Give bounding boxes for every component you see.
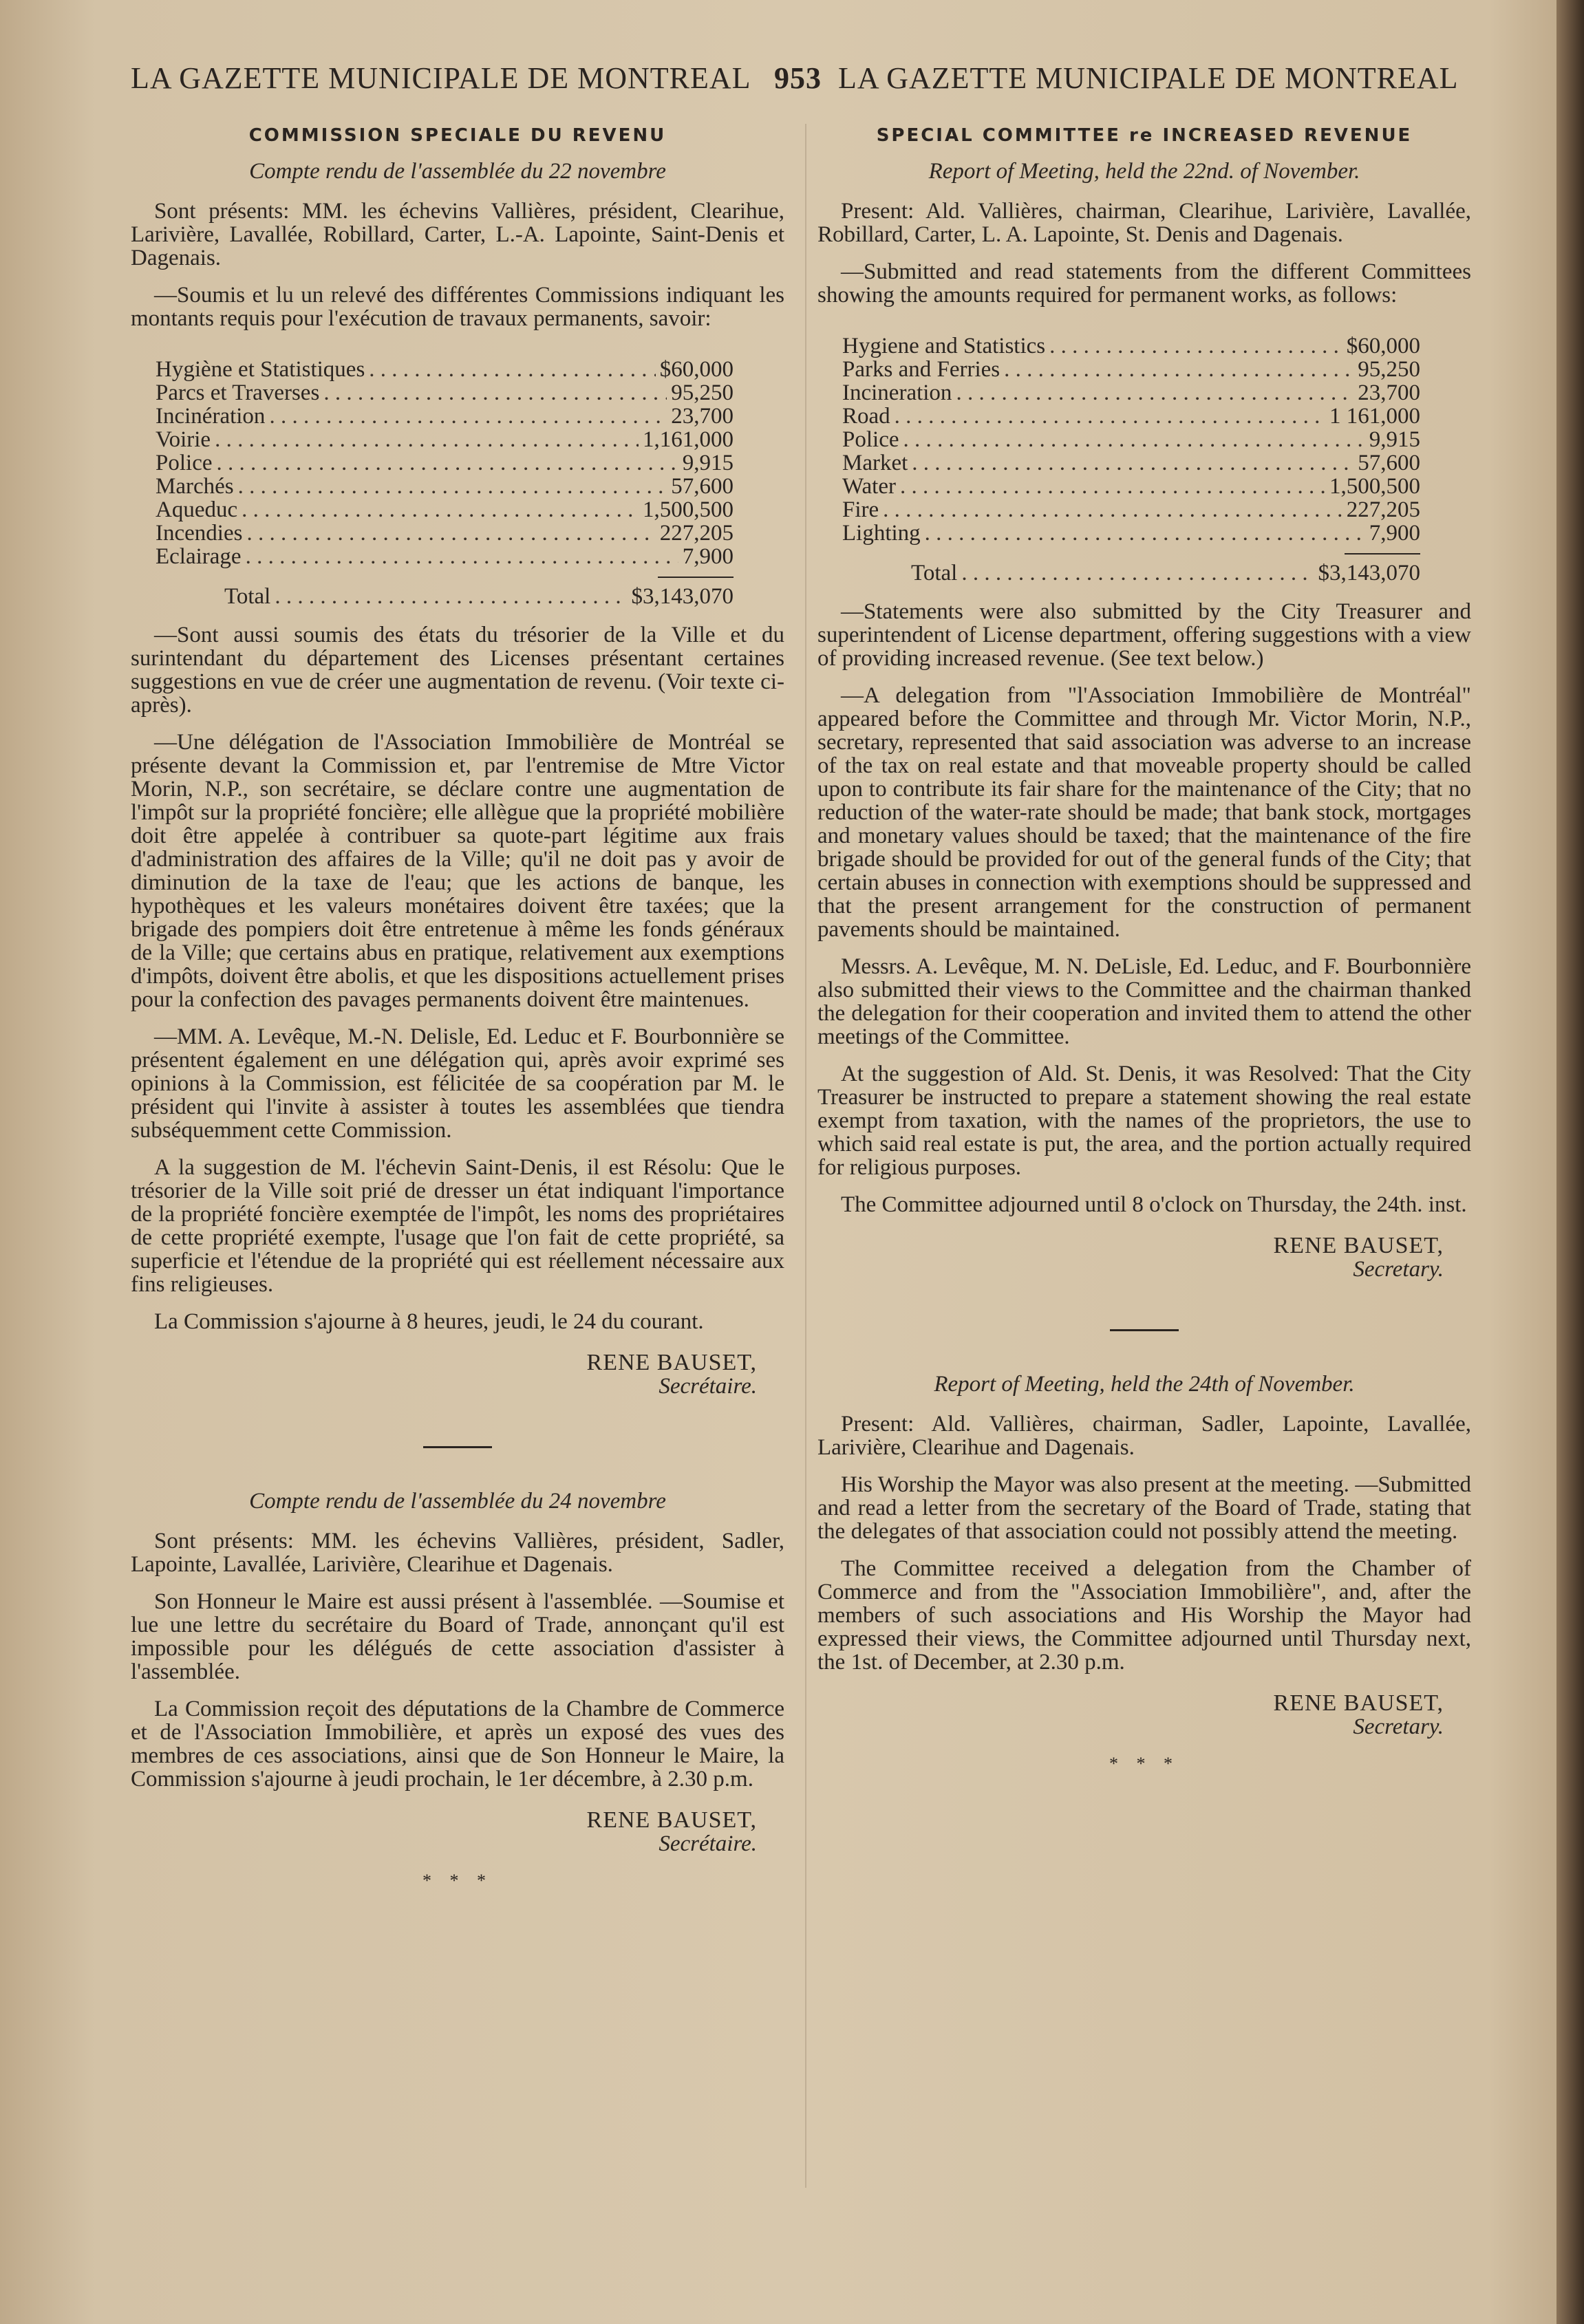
paragraph: La Commission reçoit des députations de la Chambre de Commerce et de l'Association Immobilière, et après un exposé des vues des membres de ces associations, ainsi que de Son Honneur le Maire, la Commission s'ajourne à jeudi prochain, le 1er décembre, à 2.30 p.m.	[131, 1697, 784, 1792]
paragraph: —Sont aussi soumis des états du trésorier de la Ville et du surintendant du département des Licenses présentant certaines suggestions en vue de créer une augmentation de revenu. (Voir texte ci-après).	[131, 623, 784, 718]
signature-name: RENE BAUSET,	[586, 1350, 757, 1375]
column-english	[817, 124, 1471, 1776]
table-row: Fire . . . 227,205	[842, 498, 1420, 521]
section-title-fr: COMMISSION SPECIALE DU REVENU	[248, 125, 667, 146]
column-gutter	[805, 124, 806, 2188]
signature-block	[131, 1809, 757, 1855]
signature-name: RENE BAUSET,	[586, 1807, 757, 1833]
meeting-heading-en-22: Report of Meeting, held the 22nd. of November.	[928, 159, 1360, 184]
table-row: Marchés . . . 57,600	[156, 475, 734, 498]
table-row: Water . . . 1,500,500	[842, 475, 1420, 498]
paragraph: His Worship the Mayor was also present at the meeting. —Submitted and read a letter from the secretary of the Board of Trade, stating that the delegates of that association could not possibly attend the meeting.	[817, 1472, 1471, 1544]
paragraph: A la suggestion de M. l'échevin Saint-Denis, il est Résolu: Que le trésorier de la Ville soit prié de dresser un état indiquant l'importance de la propriété foncière exemptée de l'impôt, les noms des propriétaires de cette propriété exempte, l'usage que l'on fait de cette propriété, sa superficie et l'étendue de la propriété qui est réellement nécessaire aux fins religieuses.	[131, 1155, 784, 1297]
table-row: Parks and Ferries . . . 95,250	[842, 358, 1420, 381]
signature-role: Secrétaire.	[659, 1831, 757, 1856]
table-total-row: Total . . . $3,143,070	[911, 561, 1420, 585]
section-divider	[423, 1446, 492, 1448]
present-paragraph-fr: Sont présents: MM. les échevins Vallières, président, Clearihue, Larivière, Lavallée, Robillard, Carter, L.-A. Lapointe, Saint-Denis et Dagenais.	[131, 199, 784, 270]
signature-block	[817, 1692, 1444, 1739]
table-row: Hygiène et Statistiques . . . $60,000	[156, 358, 734, 381]
table-row: Lighting . . . 7,900	[842, 521, 1420, 545]
table-total-row: Total . . . $3,143,070	[224, 585, 734, 608]
table-row: Aqueduc . . . 1,500,500	[156, 498, 734, 521]
section-divider	[1110, 1329, 1179, 1331]
signature-role: Secretary.	[1353, 1714, 1444, 1739]
paragraph: —MM. A. Levêque, M.-N. Delisle, Ed. Leduc et F. Bourbonnière se présentent également en une délégation qui, après avoir exprimé ses opinions à la Commission, est félicitée de sa coopération par M. le président qui l'invite à assister à toutes les assemblées que tiendra subséquemment cette Commission.	[131, 1024, 784, 1143]
table-row: Hygiene and Statistics . . . $60,000	[842, 334, 1420, 358]
total-rule	[658, 577, 734, 578]
running-head-right: LA GAZETTE MUNICIPALE DE MONTREAL	[838, 61, 1459, 95]
end-mark: * * *	[1109, 1754, 1179, 1774]
signature-name: RENE BAUSET,	[1273, 1233, 1444, 1258]
present-paragraph-en: Present: Ald. Vallières, chairman, Clearihue, Larivière, Lavallée, Robillard, Carter, L. A. Lapointe, St. Denis and Dagenais.	[817, 199, 1471, 247]
table-row: Incineration . . . 23,700	[842, 381, 1420, 405]
column-french	[131, 124, 784, 1893]
table-row: Eclairage . . . 7,900	[156, 545, 734, 568]
table-row: Market . . . 57,600	[842, 451, 1420, 475]
paragraph: —Statements were also submitted by the City Treasurer and superintendent of License department, offering suggestions with a view of providing increased revenue. (See text below.)	[817, 599, 1471, 671]
table-row: Police . . . 9,915	[842, 428, 1420, 451]
table-row: Incinération . . . 23,700	[156, 405, 734, 428]
meeting-heading-fr-24: Compte rendu de l'assemblée du 24 novembre	[249, 1489, 666, 1514]
intro-paragraph-fr: —Soumis et lu un relevé des différentes Commissions indiquant les montants requis pour l'exécution de travaux permanents, savoir:	[131, 283, 784, 331]
paragraph: The Committee adjourned until 8 o'clock on Thursday, the 24th. inst.	[841, 1192, 1467, 1217]
intro-paragraph-en: —Submitted and read statements from the different Committees showing the amounts required for permanent works, as follows:	[817, 259, 1471, 308]
table-row: Incendies . . . 227,205	[156, 521, 734, 545]
amounts-table-en	[842, 334, 1420, 585]
signature-role: Secrétaire.	[659, 1374, 757, 1399]
signature-block	[817, 1234, 1444, 1281]
signature-role: Secretary.	[1353, 1257, 1444, 1282]
paragraph: At the suggestion of Ald. St. Denis, it was Resolved: That the City Treasurer be instructed to prepare a statement showing the real estate exempt from taxation, with the names of the proprietors, the use to which said real estate is put, the area, and the portion actually required for religious purposes.	[817, 1062, 1471, 1180]
signature-name: RENE BAUSET,	[1273, 1690, 1444, 1716]
page-number: 953	[774, 61, 822, 95]
book-binding-edge	[1556, 0, 1584, 2324]
table-row: Voirie . . . 1,161,000	[156, 428, 734, 451]
table-row: Road . . . 1 161,000	[842, 405, 1420, 428]
meeting-heading-en-24: Report of Meeting, held the 24th of November.	[934, 1372, 1355, 1397]
paragraph: —Une délégation de l'Association Immobilière de Montréal se présente devant la Commission et, par l'entremise de Mtre Victor Morin, N.P., son secrétaire, se déclare contre une augmentation de l'impôt sur la propriété foncière; elle allègue que la propriété mobilière doit être appelée à contribuer sa quote-part légitime aux frais d'administration des affaires de la Ville; qu'il ne doit pas y avoir de diminution de la taxe de l'eau; que les actions de banque, les hypothèques et les valeurs monétaires doivent être taxées; que la brigade des pompiers doit être entretenue à même les fonds généraux de la Ville; que certains abus en pratique, relativement aux exemptions d'impôts, doivent être abolis, et que les dispositions actuellement prises pour la confection des pavages permanents doivent être maintenues.	[131, 730, 784, 1012]
paragraph: The Committee received a delegation from the Chamber of Commerce and from the "Association Immobilière", and, after the members of such associations and His Worship the Mayor had expressed their views, the Committee adjourned until Thursday next, the 1st. of December, at 2.30 p.m.	[817, 1556, 1471, 1675]
paragraph: Sont présents: MM. les échevins Vallières, président, Sadler, Lapointe, Lavallée, Larivière, Clearihue et Dagenais.	[131, 1529, 784, 1577]
table-row: Parcs et Traverses . . . 95,250	[156, 381, 734, 405]
total-rule	[1345, 553, 1420, 555]
paragraph: Messrs. A. Levêque, M. N. DeLisle, Ed. Leduc, and F. Bourbonnière also submitted their views to the Committee and the chairman thanked the delegation for their cooperation and invited them to attend the other meetings of the Committee.	[817, 954, 1471, 1049]
meeting-heading-fr-22: Compte rendu de l'assemblée du 22 novembre	[249, 159, 666, 184]
signature-block	[131, 1351, 757, 1398]
section-title-en: SPECIAL COMMITTEE re INCREASED REVENUE	[876, 125, 1413, 146]
running-head-left: LA GAZETTE MUNICIPALE DE MONTREAL	[131, 61, 751, 95]
table-row: Police . . . 9,915	[156, 451, 734, 475]
paragraph: —A delegation from "l'Association Immobilière de Montréal" appeared before the Committee and through Mr. Victor Morin, N.P., secretary, represented that said association was adverse to an increase of the tax on real estate and that moveable property should be called upon to contribute its fair share for the maintenance of the City; that no reduction of the water-rate should be made; that bank stock, mortgages and monetary values should be taxed; that the maintenance of the fire brigade should be provided for out of the general funds of the City; that certain abuses in connection with exemptions should be suppressed and that the present arrangement for the construction of permanent pavements should be maintained.	[817, 683, 1471, 942]
end-mark: * * *	[422, 1871, 493, 1891]
paragraph: Present: Ald. Vallières, chairman, Sadler, Lapointe, Lavallée, Larivière, Clearihue and Dagenais.	[817, 1412, 1471, 1460]
amounts-table-fr	[156, 358, 734, 608]
paragraph: La Commission s'ajourne à 8 heures, jeudi, le 24 du courant.	[154, 1309, 704, 1334]
paragraph: Son Honneur le Maire est aussi présent à l'assemblée. —Soumise et lue une lettre du secrétaire du Board of Trade, annonçant qu'il est impossible pour les délégués de cette association d'assister à l'assemblée.	[131, 1589, 784, 1684]
